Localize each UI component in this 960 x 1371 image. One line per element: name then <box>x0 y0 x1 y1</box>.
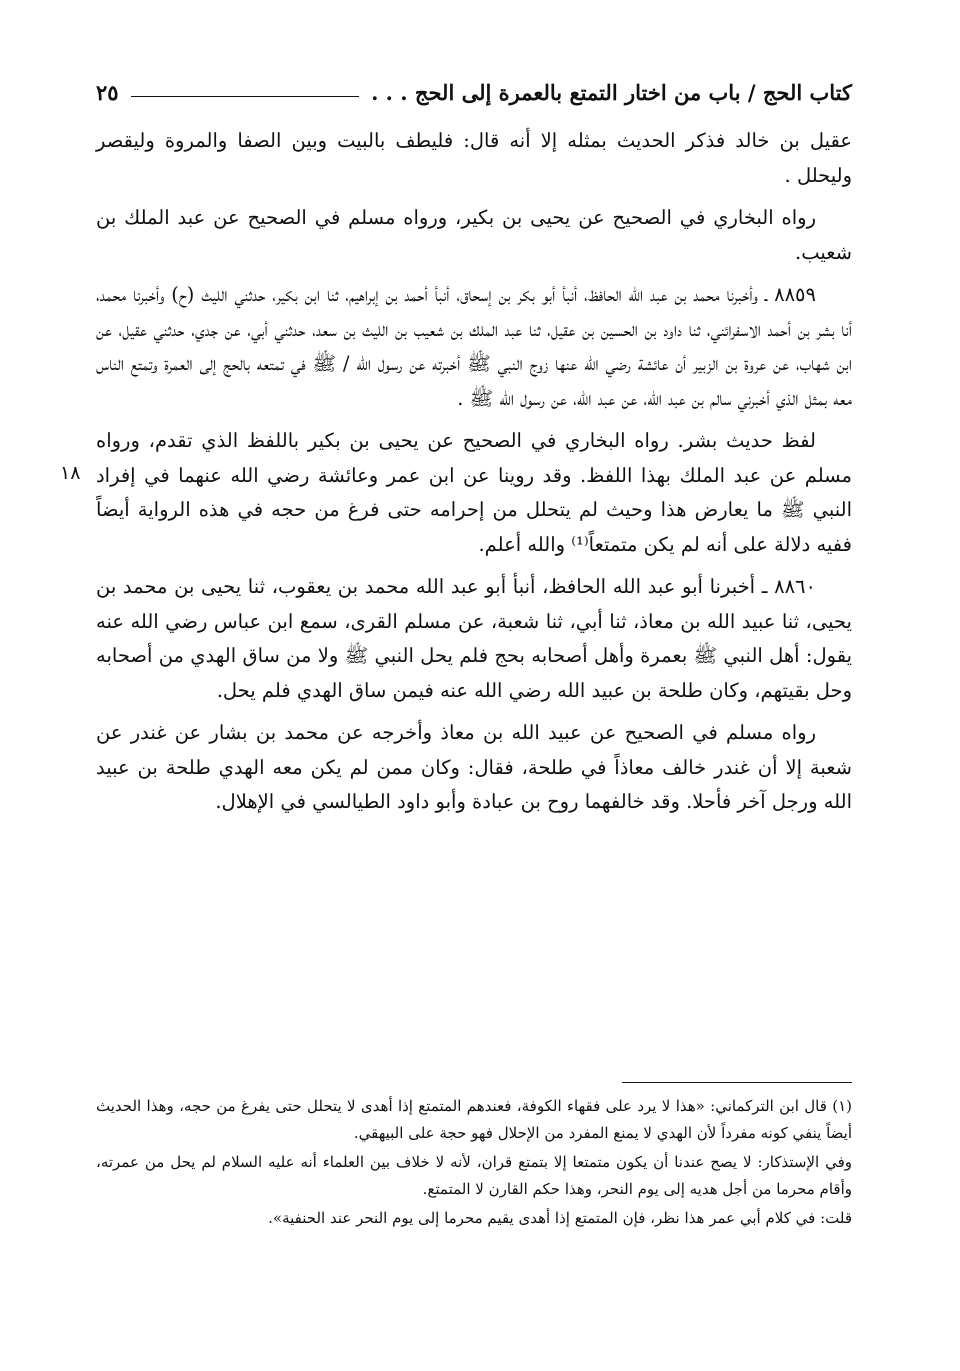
paragraph: رواه البخاري في الصحيح عن يحيى بن بكير، ورواه مسلم في الصحيح عن عبد الملك بن شعيب. <box>96 206 852 264</box>
footnotes <box>96 1093 852 1234</box>
paragraph: رواه مسلم في الصحيح عن عبيد الله بن معاذ وأخرجه عن محمد بن بشار عن غندر عن شعبة إلا أن غندر خالف معاذاً في طلحة، فقال: وكان ممن لم يكن معه الهدي طلحة بن عبيد الله ورجل آخر فأحلا. وقد خالفهما روح بن عبادة وأبو داود الطيالسي في الإهلال. <box>96 721 852 813</box>
paragraph: عقيل بن خالد فذكر الحديث بمثله إلا أنه قال: فليطف بالبيت وبين الصفا والمروة وليقصر وليحلل . <box>96 129 852 187</box>
footnote: قلت: في كلام أبي عمر هذا نظر، فإن المتمتع إذا أهدى يقيم محرما إلى يوم النحر عند الحنفية». <box>268 1209 852 1227</box>
footnote-separator <box>622 1082 852 1083</box>
paragraph: لفظ حديث بشر. رواه البخاري في الصحيح عن يحيى بن بكير باللفظ الذي تقدم، ورواه مسلم عن عبد الملك بهذا اللفظ. وقد روينا عن ابن عمر وعائشة رضي الله عنهما في إفراد النبي ﷺ ما يعارض هذا وحيث لم يتحلل من إحرامه حتى فرغ من حجه في هذه الرواية أيضاً ففيه دلالة على أنه لم يكن متمتعاً⁽¹⁾ والله أعلم. <box>96 429 852 556</box>
hadith-paragraph: ٨٨٦٠ ـ أخبرنا أبو عبد الله الحافظ، أنبأ أبو عبد الله محمد بن يعقوب، ثنا يحيى بن محمد بن يحيى، ثنا عبيد الله بن معاذ، ثنا أبي، ثنا شعبة، عن مسلم القرى، سمع ابن عباس رضي الله عنه يقول: أهل النبي ﷺ بعمرة وأهل أصحابه بحج فلم يحل النبي ﷺ ولا من ساق الهدي من أصحابه وحل بقيتهم، وكان طلحة بن عبيد الله رضي الله عنه فيمن ساق الهدي فلم يحل. <box>96 575 852 702</box>
footnote: وفي الإستذكار: لا يصح عندنا أن يكون متمتعا إلا بتمتع قران، لأنه لا خلاف بين العلماء أنه عليه السلام لم يحل من عمرته، وأقام محرما من أجل هديه إلى يوم النحر، وهذا حكم القارن لا المتمتع. <box>96 1153 852 1198</box>
running-header <box>96 72 852 112</box>
hadith-paragraph: ٨٨٥٩ ـ وأخبرنا محمد بن عبد الله الحافظ، أنبأ أبو بكر بن إسحاق، أنبأ أحمد بن إبراهيم، ثنا ابن بكير، حدثني الليث (ح) وأخبرنا محمد، أنا بشر بن أحمد الاسفرائني، ثنا داود بن الحسين بن عقيل، ثنا عبد الملك بن شعيب بن الليث بن سعد، حدثني أبي، عن جدي، حدثني عقيل، عن ابن شهاب، عن عروة بن الزبير أن عائشة رضي الله عنها زوج النبي ﷺ أخبرته عن رسول الله / ﷺ في تمتعه بالحج إلى العمرة وتمتع الناس معه بمثل الذي أخبرني سالم بن عبد الله، عن عبد الله، عن رسول الله ﷺ . <box>96 283 852 410</box>
chapter-title: كتاب الحج / باب من اختار التمتع بالعمرة إلى الحج . . . <box>371 79 852 105</box>
header-rule <box>131 96 360 97</box>
footnote: (١) قال ابن التركماني: «هذا لا يرد على فقهاء الكوفة، فعندهم المتمتع إذا أهدى لا يتحلل حتى يفرغ من حجه، وهذا الحديث أيضاً ينفي كونه مفرداً لأن الهدي لا يمنع المفرد من الإحلال فهو حجة على البيهقي. <box>96 1097 852 1142</box>
main-text <box>96 124 852 828</box>
page-number: ٢٥ <box>96 79 119 105</box>
margin-page-reference: ١٨ <box>60 462 81 484</box>
